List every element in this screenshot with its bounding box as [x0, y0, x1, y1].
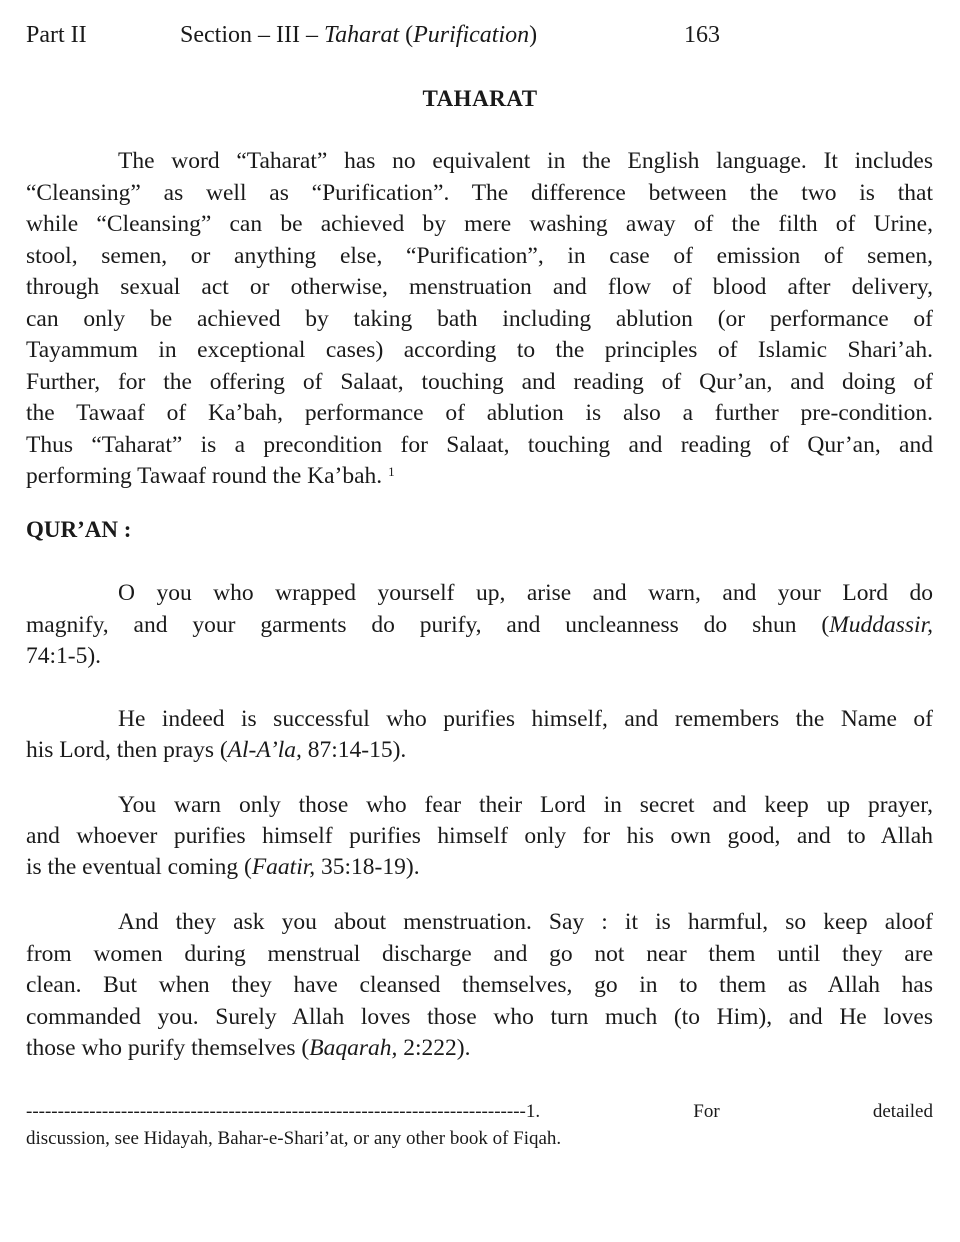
verse-reference-name: Faatir, — [251, 854, 316, 880]
intro-line: “Cleansing” as well as “Purification”. The difference between the two is that — [26, 180, 933, 206]
header-section-italic-purification: Purification — [413, 22, 530, 48]
running-header — [0, 20, 960, 50]
verse-line: commanded you. Surely Allah loves those who turn much (to Him), and He loves — [26, 1004, 933, 1030]
intro-line-text: performing Tawaaf round the Ka’bah. — [26, 463, 383, 489]
verse-reference-tail: 87:14-15). — [301, 737, 407, 763]
intro-line: can only be achieved by taking bath including ablution (or performance of — [26, 306, 933, 332]
footnote-number: 1. — [525, 1101, 541, 1122]
verse-reference-name: Muddassir, — [829, 612, 933, 638]
verse-line — [26, 852, 933, 882]
intro-line: Thus “Taharat” is a precondition for Salaat, touching and reading of Qur’an, and — [26, 432, 933, 458]
verse-line: and whoever purifies himself purifies himself only for his own good, and to Allah — [26, 823, 933, 849]
footnote-separator: ------------------------------------------------------------------------------- — [26, 1101, 526, 1122]
header-section-italic-taharat: Taharat — [323, 22, 400, 48]
intro-line: The word “Taharat” has no equivalent in the English language. It includes — [118, 148, 933, 174]
verse-line — [26, 735, 933, 765]
page-number: 163 — [684, 22, 720, 48]
intro-line-last — [26, 461, 933, 491]
footnote-word: For — [693, 1101, 720, 1122]
verse-line: clean. But when they have cleansed themselves, go in to them as Allah has — [26, 972, 933, 998]
footnote-text: discussion, see Hidayah, Bahar-e-Shari’at, or any other book of Fiqah. — [26, 1128, 562, 1149]
intro-line: stool, semen, or anything else, “Purification”, in case of emission of semen, — [26, 243, 933, 269]
verse-line: He indeed is successful who purifies himself, and remembers the Name of — [118, 706, 933, 732]
verse-line — [26, 1033, 933, 1063]
header-part: Part II — [26, 22, 87, 48]
verse-line — [26, 610, 933, 640]
verse-line: 74:1-5). — [26, 643, 102, 669]
intro-line: the Tawaaf of Ka’bah, performance of ablution is also a further pre-condition. — [26, 400, 933, 426]
verse-text: those who purify themselves ( — [26, 1035, 310, 1061]
verse-text: is the eventual coming ( — [26, 854, 252, 880]
footnote-line — [26, 1100, 933, 1124]
footnote-word: detailed — [872, 1101, 933, 1122]
quran-heading: QUR’AN : — [26, 517, 132, 542]
verse-line: You warn only those who fear their Lord in secret and keep up prayer, — [118, 792, 933, 818]
footnote-rule-and-number — [26, 1100, 540, 1124]
verse-reference-name: Baqarah, — [309, 1035, 398, 1061]
verse-reference-tail: 35:18-19). — [315, 854, 420, 880]
verse-line: And they ask you about menstruation. Say : it is harmful, so keep aloof — [118, 909, 933, 935]
verse-text: magnify, and your garments do purify, and uncleanness do shun ( — [26, 612, 830, 638]
intro-line: while “Cleansing” can be achieved by mere washing away of the filth of Urine, — [26, 211, 933, 237]
intro-line: Tayammum in exceptional cases) according to the principles of Islamic Shari’ah. — [26, 337, 933, 363]
intro-line: Further, for the offering of Salaat, touching and reading of Qur’an, and doing of — [26, 369, 933, 395]
header-section-prefix: Section – III – — [180, 22, 324, 48]
header-section — [180, 20, 537, 50]
header-paren-open: ( — [399, 22, 414, 48]
verse-text: his Lord, then prays ( — [26, 737, 228, 763]
verse-line: O you who wrapped yourself up, arise and warn, and your Lord do — [118, 580, 933, 606]
verse-reference-name: Al-A’la, — [227, 737, 302, 763]
footnote-marker[interactable]: 1 — [388, 464, 395, 479]
header-paren-close: ) — [529, 22, 538, 48]
verse-line: from women during menstrual discharge and go not near them until they are — [26, 941, 933, 967]
verse-reference-tail: 2:222). — [397, 1035, 471, 1061]
intro-line: through sexual act or otherwise, menstruation and flow of blood after delivery, — [26, 274, 933, 300]
page-title: TAHARAT — [422, 86, 538, 111]
